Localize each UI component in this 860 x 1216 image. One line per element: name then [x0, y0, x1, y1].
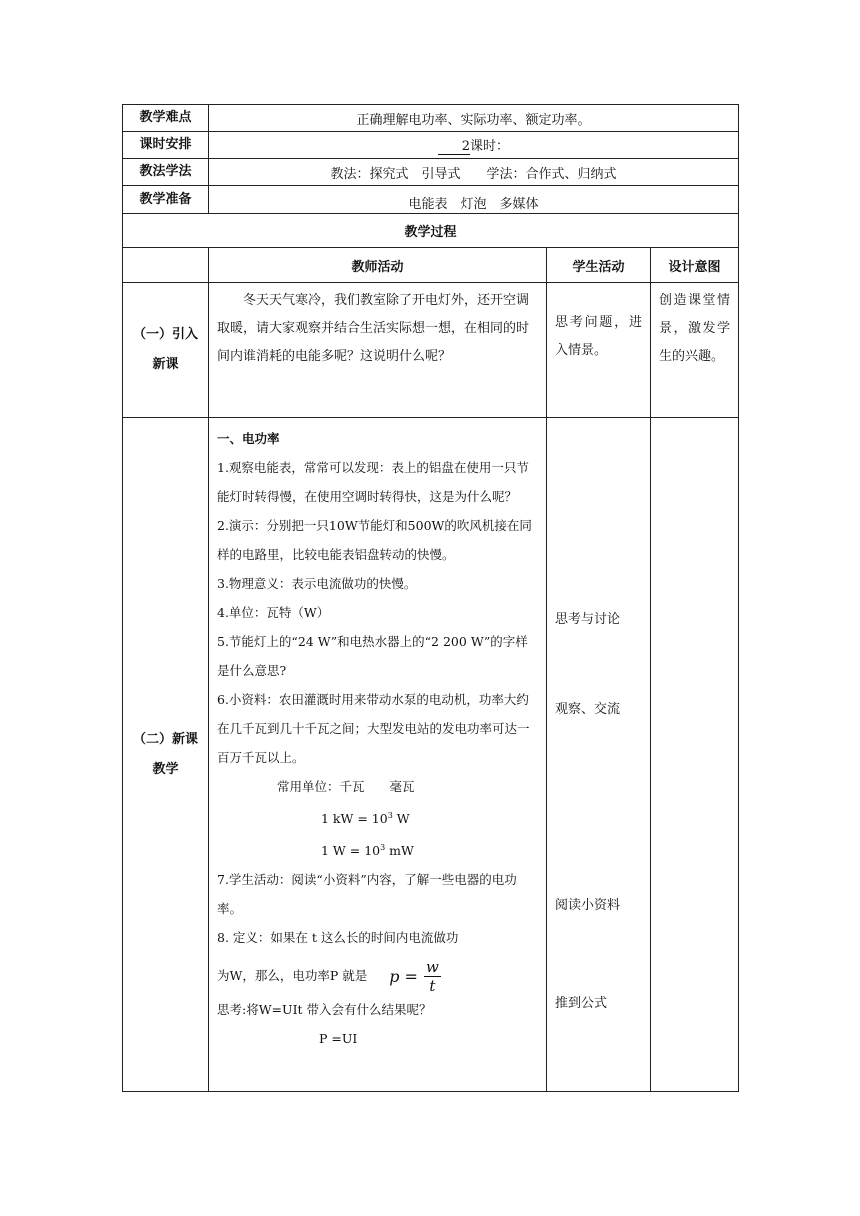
row-value: 正确理解电功率、实际功率、额定功率。 — [209, 105, 739, 132]
formula-pui: P =UI — [319, 1031, 358, 1047]
info-row-preparation — [123, 186, 739, 214]
section2-design-cell — [651, 418, 739, 1092]
section1-name: （一）引入新课 — [123, 283, 209, 418]
section1-student-cell — [547, 283, 651, 418]
point-8: 8. 定义：如果在 t 这么长的时间内电流做功 — [217, 930, 459, 946]
teacher-header: 教师活动 — [209, 248, 547, 283]
info-row-methods — [123, 159, 739, 186]
section1-teacher-cell — [209, 283, 547, 418]
row-value: 教法：探究式 引导式 学法：合作式、归纳式 — [209, 159, 739, 186]
row-label: 教学准备 — [123, 186, 209, 214]
point-5: 5.节能灯上的“24 W”和电热水器上的“2 200 W”的字样是什么意思? — [217, 634, 528, 678]
info-row-difficulty — [123, 105, 739, 132]
unit-conversion-2: 1 $W = 10^3$ mW — [321, 843, 414, 859]
section1-teacher-text: 冬天天气寒冷，我们教室除了开电灯外，还开空调取暖，请大家观察并结合生活实际想一想，在相同的时间内谁消耗的电能多呢？这说明什么呢？ — [217, 293, 530, 364]
student-note: 观察、交流 — [555, 702, 621, 717]
info-row-schedule — [123, 132, 739, 159]
row-value: 电能表 灯泡 多媒体 — [209, 186, 739, 214]
point-9: 思考:将W=UIt 带入会有什么结果呢？ — [217, 1002, 432, 1018]
design-header: 设计意图 — [651, 248, 739, 283]
point-7: 7.学生活动：阅读“小资料”内容，了解一些电器的电功率。 — [217, 872, 517, 917]
section2-heading: 一、电功率 — [217, 431, 280, 446]
section1-design-cell — [651, 283, 739, 418]
row-label: 教学难点 — [123, 105, 209, 132]
student-note: 思考与讨论 — [555, 612, 621, 627]
section2-student-cell — [547, 418, 651, 1092]
units-line: 常用单位：千瓦 毫瓦 — [277, 779, 415, 794]
row-label: 教法学法 — [123, 159, 209, 186]
process-title: 教学过程 — [123, 214, 739, 248]
process-title-row — [123, 214, 739, 248]
empty-header — [123, 248, 209, 283]
section2-name: （二）新课教学 — [123, 418, 209, 1092]
point-6: 6.小资料：农田灌溉时用来带动水泵的电动机，功率大约在几千瓦到几十千瓦之间；大型发电站的发电功率可达一百万千瓦以上。 — [217, 692, 530, 765]
point-4: 4.单位：瓦特（W） — [217, 605, 330, 620]
student-note: 阅读小资料 — [555, 898, 621, 913]
lesson-plan-table — [122, 104, 739, 1092]
column-header-row — [123, 248, 739, 283]
hours-label: 课时： — [470, 139, 510, 154]
section2-row — [123, 418, 739, 1092]
student-note: 推到公式 — [555, 996, 608, 1011]
point-1: 1.观察电能表，常常可以发现：表上的铝盘在使用一只节能灯时转得慢，在使用空调时转得快，这是为什么呢？ — [217, 460, 529, 504]
point-2: 2.演示：分别把一只10W节能灯和500W的吹风机接在同样的电路里，比较电能表铝盘转动的快慢。 — [217, 518, 532, 562]
row-label: 课时安排 — [123, 132, 209, 159]
section1-student-text: 思考问题，进入情景。 — [555, 315, 642, 358]
student-header: 学生活动 — [547, 248, 651, 283]
row-value — [209, 132, 739, 159]
section2-teacher-cell — [209, 418, 547, 1092]
point-8-continued: 为W，那么，电功率P 就是 p = $\frac{w}{t}$ — [217, 958, 439, 996]
point-3: 3.物理意义：表示电流做功的快慢。 — [217, 576, 417, 591]
section1-design-text: 创造课堂情景，激发学生的兴趣。 — [659, 293, 731, 364]
unit-conversion-1: 1 kW = $10^3$ W — [321, 811, 410, 827]
power-formula: p = $\frac{w}{t}$ — [389, 958, 439, 996]
section1-row — [123, 283, 739, 418]
hours-value: 2 — [438, 140, 470, 155]
